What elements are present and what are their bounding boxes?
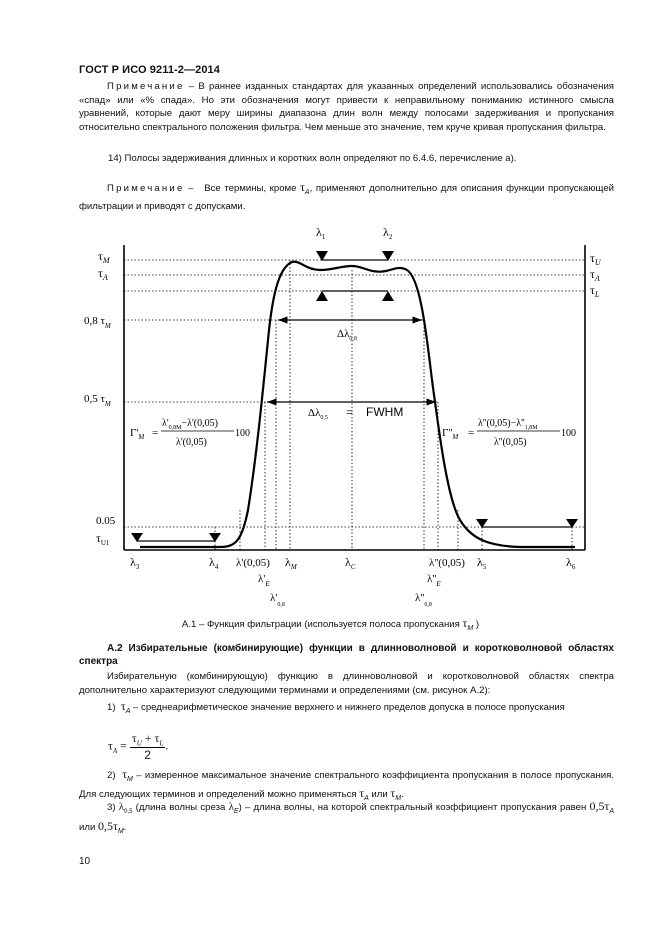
label-lambda4: $\lambda_4$ bbox=[209, 555, 219, 571]
section-a2-item-2: 2) $\tau_M$ – измеренное максимальное значение спектрального коэффициента пропускания в полосе пропускания. Для следующих терминов и определений можно применяться $\tau_A$ или $\tau_M$. bbox=[79, 767, 614, 802]
note-2-label: Примечание bbox=[107, 183, 185, 194]
note-1-dash: – bbox=[188, 81, 195, 92]
note-2-text-after: , применяют дополнительно для описания функции пропускающей фильтрации и приводят с допусками. bbox=[79, 183, 615, 212]
transmission-curve bbox=[140, 262, 575, 547]
formula-tau-A: $\tau_A$ = $\frac{\tau_U + \tau_L}{2}$ . bbox=[108, 731, 169, 763]
section-a2-intro: Избирательную (комбинирующую) функцию в длинноволновой и коротковолновой областях спектра дополнительно характеризуют следующими терминами и определениями (см. рисунок А.2): bbox=[79, 671, 614, 696]
label-lambda2: $\lambda_2$ bbox=[383, 225, 393, 241]
label-dl05: $\Delta\lambda_{0,5}$ bbox=[308, 407, 328, 421]
note-2-dash: – bbox=[188, 183, 194, 194]
note-2-symbol: τ bbox=[300, 180, 305, 194]
label-lp005: λ'(0,05) bbox=[236, 557, 270, 569]
label-lambdaC: $\lambda_C$ bbox=[345, 555, 356, 571]
note-1-text: В раннее изданных стандартах для указанных определений использовались обозначения «спад» или «% спада». Но эти обозначения могут привести к неправильному пониманию истинного смысла уравнений, которые дают меру ширины диапазона длин волн между полосами задерживания и пропускания относительно спектрального положения фильтра. Чем меньше это значение, тем круче кривая пропускания фильтра. bbox=[79, 81, 614, 133]
svg-text:100: 100 bbox=[235, 428, 250, 439]
label-tau-A: $\tau_A$ bbox=[98, 266, 108, 282]
label-lambda5: $\lambda_5$ bbox=[477, 555, 487, 571]
svg-text:λ'0,8M−λ'(0,05): $\lambda'_{0,8M}-\lambda'(0,05)$ bbox=[162, 418, 218, 431]
label-dl05-eq: = bbox=[346, 405, 353, 419]
lambda2-lower-marker bbox=[382, 291, 394, 301]
label-tau-L: $\tau_L$ bbox=[590, 283, 600, 299]
label-lambda1: $\lambda_1$ bbox=[316, 225, 326, 241]
label-tau-A-right: $\tau_A$ bbox=[590, 267, 600, 283]
label-lp08: $\lambda'_{0,8}$ bbox=[270, 592, 285, 608]
label-lambda3: $\lambda_3$ bbox=[130, 555, 140, 571]
horizontal-guides bbox=[124, 260, 585, 527]
label-dl08: $\Delta\lambda_{0,8}$ bbox=[337, 328, 357, 342]
formula-left bbox=[130, 418, 250, 448]
label-lpE: $\lambda'_E$ bbox=[258, 573, 270, 588]
label-tau-M: $\tau_M$ bbox=[98, 249, 110, 265]
label-lpp08: $\lambda''_{0,8}$ bbox=[415, 592, 432, 608]
figure-caption: А.1 – Функция фильтрации (используется полоса пропускания $\tau_M$ ) bbox=[181, 616, 480, 632]
section-a2-item-3: 3) $\lambda_{0,5}$ (длина волны среза $\lambda_E$) – длина волны, на которой спектральный коэффициент пропускания равен $0,5\tau_A$ или $0,5\tau_M$. bbox=[79, 799, 615, 835]
label-tau-U: $\tau_U$ bbox=[590, 251, 601, 267]
label-tau-U1: $\tau_{U1}$ bbox=[96, 531, 110, 547]
svg-text:Γ'M: $\Gamma'_M$ bbox=[130, 427, 145, 441]
svg-text:λ''(0,05)−λ''1,8M: $\lambda''(0,05)-\lambda''_{1,8M}$ bbox=[478, 418, 538, 431]
note-1-label: Примечание bbox=[107, 81, 185, 92]
svg-text:λ'(0,05): λ'(0,05) bbox=[176, 437, 207, 448]
page-number: 10 bbox=[79, 856, 91, 867]
formula-right bbox=[442, 418, 576, 448]
section-a2-item-1: 1) $\tau_A$ – среднеарифметическое значение верхнего и нижнего пределов допуска в полосе пропускания bbox=[107, 699, 565, 715]
label-05-tauM: 0,5 $\tau_M$ bbox=[84, 393, 111, 408]
label-08-tauM: 0,8 $\tau_M$ bbox=[84, 315, 111, 330]
svg-text:=: = bbox=[152, 427, 159, 439]
section-a2-title: А.2 Избирательные (комбинирующие) функции в длинноволновой и коротковолновой областях спектра bbox=[79, 643, 614, 667]
item-14: 14) Полосы задерживания длинных и коротких волн определяют по 6.4.6, перечисление а). bbox=[108, 153, 517, 164]
svg-text:100: 100 bbox=[561, 428, 576, 439]
label-lambdaM: $\lambda_M$ bbox=[285, 555, 297, 571]
note-2-text-before: Все термины, кроме bbox=[204, 183, 297, 194]
svg-text:=: = bbox=[468, 427, 475, 439]
lambda1-lower-marker bbox=[316, 291, 328, 301]
standard-header: ГОСТ Р ИСО 9211-2—2014 bbox=[79, 64, 220, 76]
label-005: 0.05 bbox=[96, 515, 116, 527]
svg-text:λ''(0,05): λ''(0,05) bbox=[494, 437, 527, 448]
label-lppE: $\lambda''_E$ bbox=[427, 573, 441, 588]
note-2-symbol-sub: A bbox=[304, 188, 310, 196]
svg-text:Γ''M: $\Gamma''_M$ bbox=[442, 427, 459, 441]
label-lpp005: λ''(0,05) bbox=[429, 557, 465, 569]
label-fwhm: FWHM bbox=[366, 405, 404, 419]
label-lambda6: $\lambda_6$ bbox=[566, 555, 576, 571]
